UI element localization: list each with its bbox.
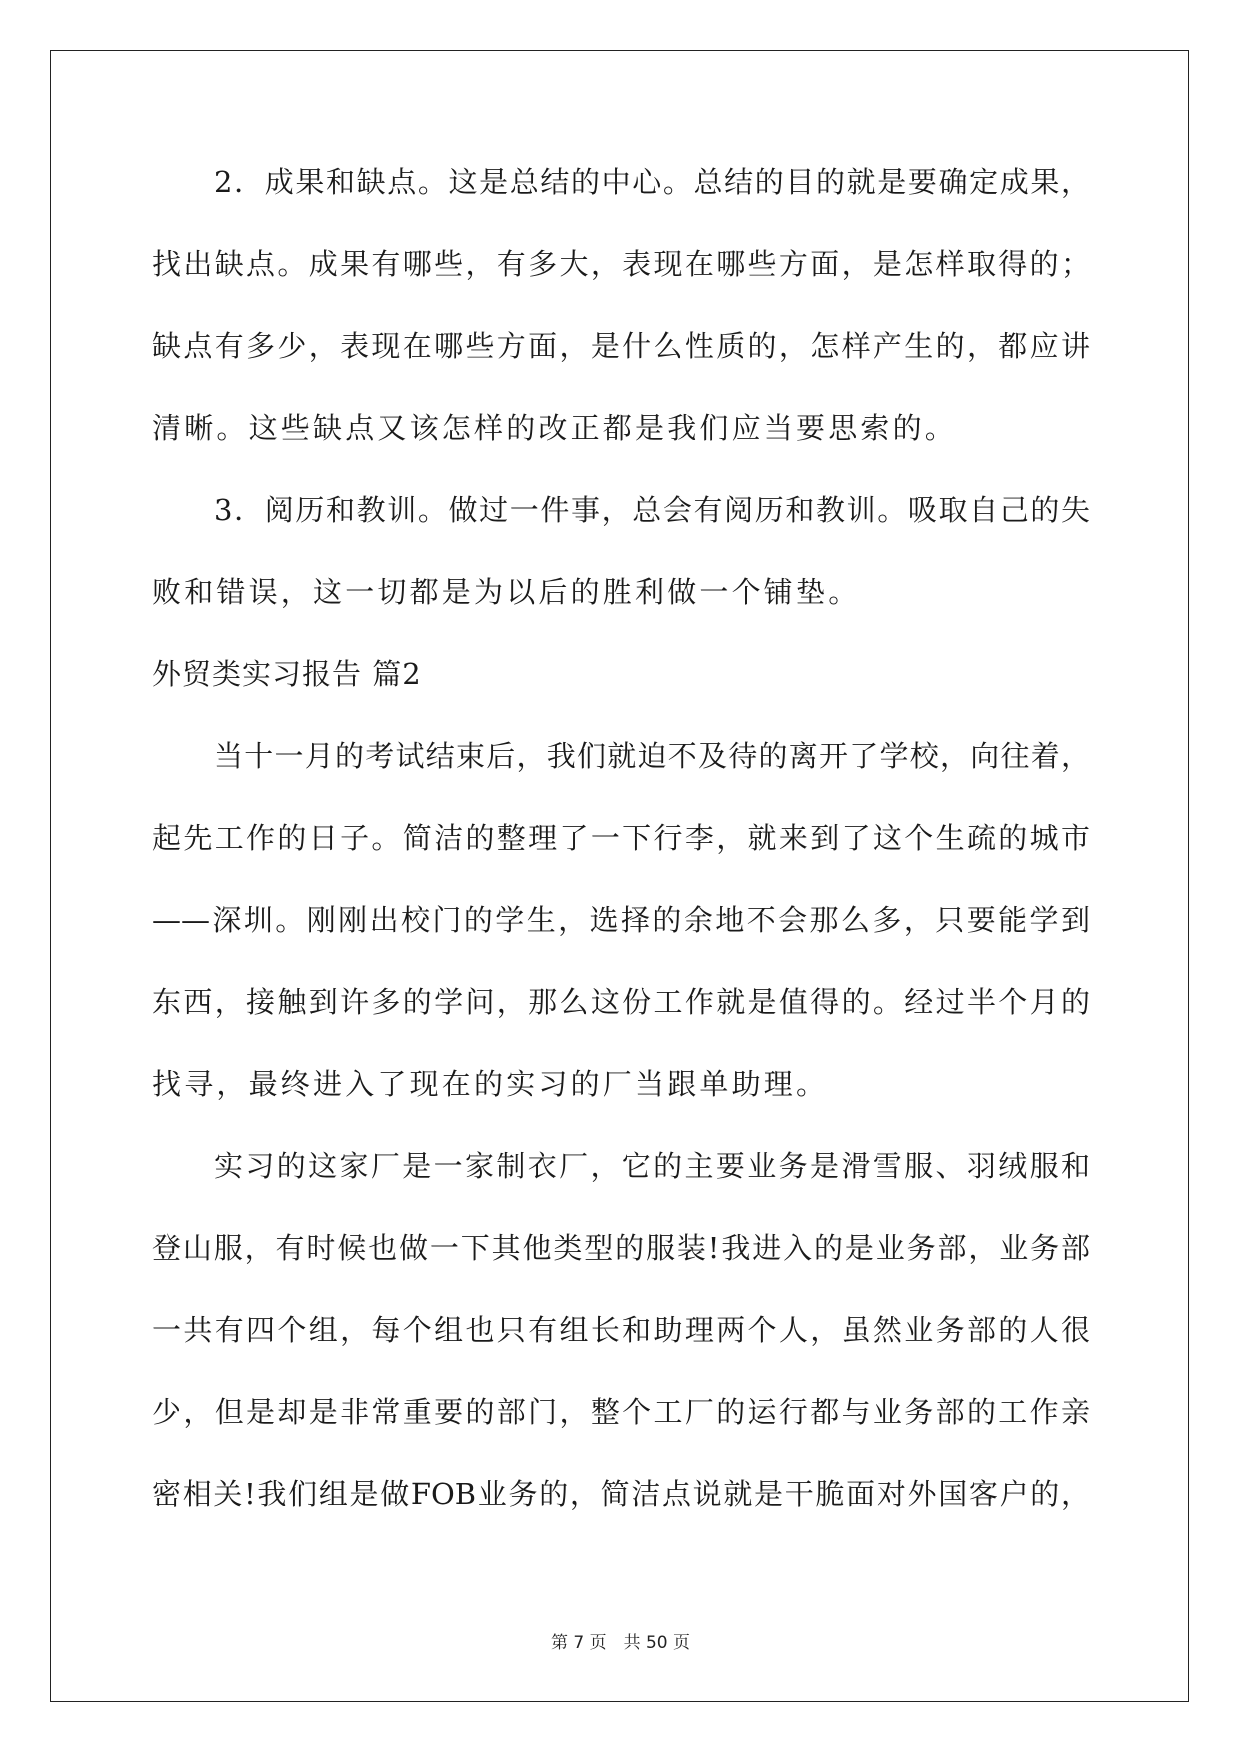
page-border [50, 50, 1189, 1702]
paragraph-line: 少，但是却是非常重要的部门，整个工厂的运行都与业务部的工作亲 [152, 1395, 1090, 1429]
paragraph-line: 2．成果和缺点。这是总结的中心。总结的目的就是要确定成果， [214, 165, 1090, 199]
paragraph-line: 清晰。这些缺点又该怎样的改正都是我们应当要思索的。 [152, 411, 958, 445]
paragraph-line: 当十一月的考试结束后，我们就迫不及待的离开了学校，向往着， [214, 739, 1090, 773]
paragraph-line: 登山服，有时候也做一下其他类型的服装!我进入的是业务部，业务部 [152, 1231, 1090, 1265]
paragraph-line: 东西，接触到许多的学问，那么这份工作就是值得的。经过半个月的 [152, 985, 1090, 1019]
paragraph-line: 3．阅历和教训。做过一件事，总会有阅历和教训。吸取自己的失 [214, 493, 1090, 527]
section-heading: 外贸类实习报告 篇2 [152, 657, 422, 691]
page-number-footer: 第 7 页 共 50 页 [550, 1633, 691, 1653]
paragraph-line: 实习的这家厂是一家制衣厂，它的主要业务是滑雪服、羽绒服和 [214, 1149, 1090, 1183]
paragraph-line: 败和错误，这一切都是为以后的胜利做一个铺垫。 [152, 575, 861, 609]
paragraph-line: 找寻，最终进入了现在的实习的厂当跟单助理。 [152, 1067, 829, 1101]
paragraph-line: 密相关!我们组是做FOB业务的，简洁点说就是干脆面对外国客户的， [152, 1477, 1090, 1511]
paragraph-line: ——深圳。刚刚出校门的学生，选择的余地不会那么多，只要能学到 [152, 903, 1090, 937]
paragraph-line: 缺点有多少，表现在哪些方面，是什么性质的，怎样产生的，都应讲 [152, 329, 1090, 363]
paragraph-line: 找出缺点。成果有哪些，有多大，表现在哪些方面，是怎样取得的； [152, 247, 1090, 281]
paragraph-line: 起先工作的日子。简洁的整理了一下行李，就来到了这个生疏的城市 [152, 821, 1090, 855]
paragraph-line: 一共有四个组，每个组也只有组长和助理两个人，虽然业务部的人很 [152, 1313, 1090, 1347]
